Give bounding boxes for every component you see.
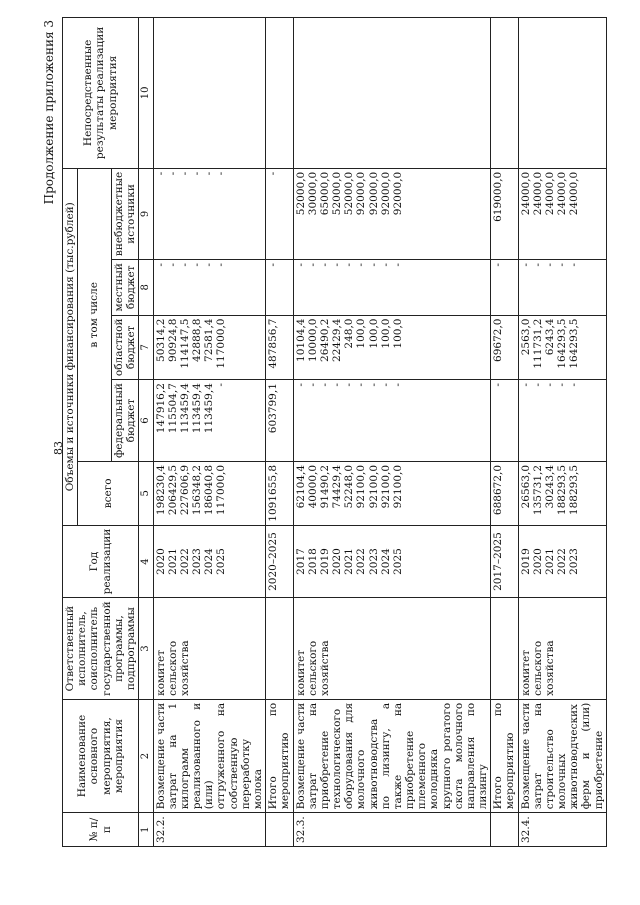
cell-value: - [355, 383, 368, 387]
col-index: 9 [139, 168, 154, 259]
cell-value: 92100,0 [391, 464, 404, 509]
table-row [293, 18, 491, 847]
cell-value: 2022 [178, 548, 191, 575]
cell-value: 164293,5 [568, 318, 581, 369]
cell-value: - [379, 383, 392, 387]
years-cell [293, 525, 491, 598]
years-cell [518, 525, 606, 598]
cell-value: 92100,0 [367, 464, 380, 509]
cell-value: - [391, 263, 404, 267]
extra-cell [153, 168, 266, 259]
extra-cell [518, 168, 606, 259]
regional-cell [153, 315, 266, 380]
cell-value: 65000,0 [318, 171, 331, 216]
responsible-executor [491, 598, 518, 699]
results-cell [491, 18, 518, 169]
cell-value: - [191, 263, 204, 267]
federal-sum: 603799,1 [266, 380, 293, 462]
row-number: 32.2. [153, 813, 266, 847]
cell-value: 24000,0 [543, 171, 556, 216]
cell-value: - [166, 171, 179, 176]
cell-value: 2563,0 [519, 318, 532, 356]
cell-value: 52000,0 [331, 171, 344, 216]
col-index: 10 [139, 18, 154, 169]
cell-value: - [543, 263, 556, 267]
row-number: 32.3. [293, 813, 491, 847]
cell-value: - [154, 263, 167, 267]
header-num: № п/п [63, 813, 139, 847]
header-funding: Объемы и источники финансирования (тыс.рублей) [63, 168, 78, 525]
table-row [518, 18, 606, 847]
cell-value: 186040,8 [203, 464, 216, 516]
cell-value: 30000,0 [306, 171, 319, 216]
results-cell [293, 18, 491, 169]
cell-value: 62104,4 [294, 464, 307, 509]
results-cell [266, 18, 293, 169]
cell-value: 24000,0 [531, 171, 544, 216]
cell-value: 113459,4 [178, 383, 191, 434]
col-index: 3 [139, 598, 154, 699]
cell-value: 92100,0 [379, 464, 392, 509]
table-body [153, 18, 606, 847]
years-cell [153, 525, 266, 598]
results-cell [518, 18, 606, 169]
col-index: 5 [139, 461, 154, 525]
total-cell [518, 461, 606, 525]
cell-value: - [531, 383, 544, 387]
local-sum: - [266, 260, 293, 315]
local-sum: - [491, 260, 518, 315]
cell-value: - [178, 171, 191, 176]
header-total: всего [78, 461, 139, 525]
cell-value: 115504,7 [166, 383, 179, 434]
cell-value: 2024 [379, 548, 392, 575]
responsible-executor: комитет сельского хозяйства [153, 598, 266, 699]
cell-value: 52000,0 [343, 171, 356, 216]
total-year: 2020–2025 [266, 525, 293, 598]
cell-value: 50314,2 [154, 318, 167, 362]
header-local: местный бюджет [111, 260, 138, 315]
cell-value: - [543, 383, 556, 387]
cell-value: 24000,0 [556, 171, 569, 216]
header-extra: внебюджетные источники [111, 168, 138, 259]
results-cell [153, 18, 266, 169]
cell-value: - [343, 263, 356, 267]
col-index: 1 [139, 813, 154, 847]
row-number [491, 813, 518, 847]
cell-value: - [154, 171, 167, 176]
cell-value: - [306, 263, 319, 267]
total-row [266, 18, 293, 847]
table-row [153, 18, 266, 847]
cell-value: 100,0 [367, 318, 380, 349]
cell-value: 2020 [154, 548, 167, 575]
responsible-executor: комитет сельского хозяйства [293, 598, 491, 699]
extra-cell [293, 168, 491, 259]
cell-value: 2025 [215, 548, 228, 575]
cell-value: - [568, 383, 581, 387]
total-cell [153, 461, 266, 525]
regional-cell [293, 315, 491, 380]
cell-value: 42888,8 [191, 318, 204, 362]
total-row [491, 18, 518, 847]
cell-value: 111731,2 [531, 318, 544, 369]
header-year: Год реализации [63, 525, 139, 598]
cell-value: 72581,4 [203, 318, 216, 362]
extra-sum: - [266, 168, 293, 259]
row-number [266, 813, 293, 847]
cell-value: 40000,0 [306, 464, 319, 509]
cell-value: 2023 [367, 548, 380, 575]
cell-value: 52248,0 [343, 464, 356, 509]
col-index: 6 [139, 380, 154, 462]
header-name: Наименование основного мероприятия, мероприятия [63, 699, 139, 812]
cell-value: 2024 [203, 548, 216, 575]
cell-value: 10104,4 [294, 318, 307, 362]
header-regional: областной бюджет [111, 315, 138, 380]
cell-value: 2020 [331, 548, 344, 575]
cell-value: - [343, 383, 356, 387]
total-year: 2017–2025 [491, 525, 518, 598]
cell-value: 92100,0 [355, 464, 368, 509]
cell-value: 2025 [391, 548, 404, 575]
local-cell [153, 260, 266, 315]
cell-value: - [294, 263, 307, 267]
cell-value: - [318, 263, 331, 267]
cell-value: - [556, 383, 569, 387]
local-cell [293, 260, 491, 315]
cell-value: 2018 [306, 548, 319, 575]
cell-value: 92000,0 [355, 171, 368, 216]
cell-value: 91490,2 [318, 464, 331, 509]
cell-value: 114147,5 [178, 318, 191, 369]
cell-value: 2017 [294, 548, 307, 575]
cell-value: 117000,0 [215, 464, 228, 516]
cell-value: 2020 [531, 548, 544, 575]
regional-sum: 69672,0 [491, 315, 518, 380]
cell-value: 90924,8 [166, 318, 179, 362]
col-index: 8 [139, 260, 154, 315]
cell-value: - [191, 171, 204, 176]
cell-value: - [215, 171, 228, 176]
cell-value: - [331, 263, 344, 267]
cell-value: 113459,4 [203, 383, 216, 434]
cell-value: 2023 [568, 548, 581, 575]
header-federal: федеральный бюджет [111, 380, 138, 462]
cell-value: 248,0 [343, 318, 356, 349]
cell-value: 2023 [191, 548, 204, 575]
cell-value: 188293,5 [568, 464, 581, 516]
total-sum: 688672,0 [491, 461, 518, 525]
cell-value: 92000,0 [379, 171, 392, 216]
cell-value: - [556, 263, 569, 267]
funding-table [62, 17, 607, 847]
column-index-row [139, 18, 154, 847]
cell-value: - [203, 171, 216, 176]
cell-value: - [331, 383, 344, 387]
cell-value: - [367, 383, 380, 387]
cell-value: 92000,0 [367, 171, 380, 216]
cell-value: 2021 [543, 548, 556, 575]
col-index: 4 [139, 525, 154, 598]
cell-value: 117000,0 [215, 318, 228, 369]
measure-name: Возмещение части затрат на 1 килограмм реализованного и (или) отгруженного на собственную переработку молока [153, 699, 266, 812]
cell-value: - [318, 383, 331, 387]
cell-value: - [391, 383, 404, 387]
total-sum: 1091655,8 [266, 461, 293, 525]
cell-value: 24000,0 [568, 171, 581, 216]
cell-value: - [519, 383, 532, 387]
header-results: Непосредственные результаты реализации мероприятия [63, 18, 139, 169]
cell-value: 206429,5 [166, 464, 179, 516]
cell-value: - [215, 383, 228, 387]
cell-value: 188293,5 [556, 464, 569, 516]
cell-value: 100,0 [379, 318, 392, 349]
cell-value: 100,0 [391, 318, 404, 349]
cell-value: 10000,0 [306, 318, 319, 362]
cell-value: 2019 [318, 548, 331, 575]
cell-value: - [568, 263, 581, 267]
total-cell [293, 461, 491, 525]
cell-value: - [306, 383, 319, 387]
cell-value: 156348,2 [191, 464, 204, 516]
cell-value: - [519, 263, 532, 267]
cell-value: 100,0 [355, 318, 368, 349]
federal-sum: - [491, 380, 518, 462]
appendix-note: Продолжение приложения 3 [42, 20, 56, 205]
cell-value: 26563,0 [519, 464, 532, 509]
total-label: Итого по мероприятию [491, 699, 518, 812]
header-responsible: Ответственный исполнитель, соисполнитель государственной программы, подпрограммы [63, 598, 139, 699]
regional-cell [518, 315, 606, 380]
cell-value: 198230,4 [154, 464, 167, 516]
cell-value: 52000,0 [294, 171, 307, 216]
cell-value: 92000,0 [391, 171, 404, 216]
page-number: 83 [52, 441, 65, 455]
cell-value: 135731,2 [531, 464, 544, 516]
header-incl: в том числе [78, 168, 112, 461]
cell-value: 26490,2 [318, 318, 331, 362]
cell-value: 2022 [556, 548, 569, 575]
cell-value: 30243,4 [543, 464, 556, 509]
cell-value: 227606,9 [178, 464, 191, 516]
row-number: 32.4. [518, 813, 606, 847]
cell-value: - [166, 263, 179, 267]
cell-value: - [367, 263, 380, 267]
cell-value: 2022 [355, 548, 368, 575]
col-index: 2 [139, 699, 154, 812]
cell-value: 147916,2 [154, 383, 167, 434]
cell-value: 22429,4 [331, 318, 344, 362]
regional-sum: 487856,7 [266, 315, 293, 380]
measure-name: Возмещение части затрат на приобретение технологического оборудования для молочного животноводства по лизингу, а также на приобретение племенного молодняка крупного рогатого скота молочного направления по лизингу [293, 699, 491, 812]
col-index: 7 [139, 315, 154, 380]
federal-cell [153, 380, 266, 462]
responsible-executor [266, 598, 293, 699]
cell-value: 2019 [519, 548, 532, 575]
cell-value: 113459,4 [191, 383, 204, 434]
cell-value: 6243,4 [543, 318, 556, 356]
cell-value: 74429,4 [331, 464, 344, 509]
cell-value: - [294, 383, 307, 387]
federal-cell [518, 380, 606, 462]
cell-value: 2021 [166, 548, 179, 575]
measure-name: Возмещение части затрат на строительство молочных животноводческих ферм и (или) приобретение [518, 699, 606, 812]
extra-sum: 619000,0 [491, 168, 518, 259]
cell-value: - [379, 263, 392, 267]
cell-value: - [178, 263, 191, 267]
cell-value: 24000,0 [519, 171, 532, 216]
federal-cell [293, 380, 491, 462]
total-label: Итого по мероприятию [266, 699, 293, 812]
cell-value: 164293,5 [556, 318, 569, 369]
cell-value: 2021 [343, 548, 356, 575]
cell-value: - [531, 263, 544, 267]
responsible-executor: комитет сельского хозяйства [518, 598, 606, 699]
local-cell [518, 260, 606, 315]
cell-value: - [215, 263, 228, 267]
cell-value: - [355, 263, 368, 267]
cell-value: - [203, 263, 216, 267]
